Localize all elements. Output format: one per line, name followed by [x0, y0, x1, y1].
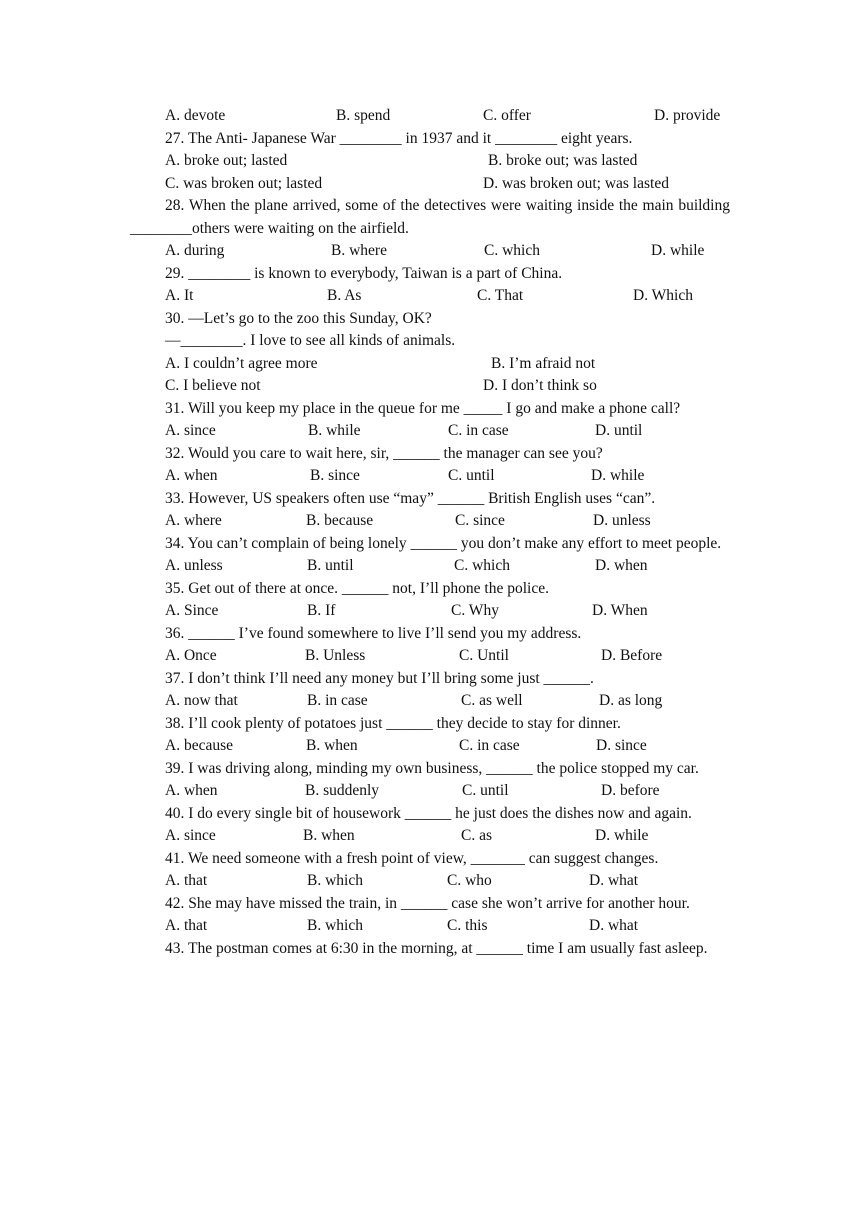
answer-option: B. spend — [336, 107, 391, 124]
answer-option: B. since — [310, 467, 360, 484]
question-text: 32. Would you care to wait here, sir, ______ the manager can see you? — [165, 444, 603, 462]
question-text: 38. I’ll cook plenty of potatoes just ______ they decide to stay for dinner. — [165, 714, 621, 732]
answer-option: B. in case — [307, 692, 368, 709]
answer-option: A. when — [165, 467, 218, 484]
answer-option: B. because — [306, 512, 374, 529]
answer-options — [130, 690, 730, 713]
answer-option: D. since — [596, 737, 647, 754]
answer-option: B. I’m afraid not — [491, 354, 596, 372]
question-text: 34. You can’t complain of being lonely ______ you don’t make any effort to meet people. — [165, 534, 722, 552]
answer-option: B. while — [308, 422, 361, 439]
answer-option: C. in case — [459, 737, 520, 754]
question-text: 29. ________ is known to everybody, Taiwan is a part of China. — [165, 264, 563, 282]
answer-option: A. because — [165, 737, 233, 754]
question-text: 33. However, US speakers often use “may” ______ British English uses “can”. — [165, 489, 656, 507]
answer-option: C. I believe not — [165, 377, 261, 394]
answer-option: C. who — [447, 872, 492, 889]
answer-option: A. since — [165, 827, 216, 844]
answer-option: A. now that — [165, 692, 238, 709]
answer-option: D. while — [595, 827, 649, 844]
answer-options — [130, 353, 730, 376]
question-text: 28. When the plane arrived, some of the detectives were waiting inside the main building ________others were waiting on the airfield. — [130, 197, 730, 237]
answer-option: B. Unless — [305, 647, 366, 664]
answer-option: D. When — [592, 602, 648, 619]
answer-option: B. broke out; was lasted — [488, 152, 638, 169]
answer-option: D. I don’t think so — [483, 377, 597, 394]
answer-option: D. when — [595, 557, 648, 574]
answer-option: D. as long — [599, 692, 663, 709]
exam-page — [0, 105, 860, 960]
answer-option: C. until — [448, 467, 495, 484]
question-text: 30. —Let’s go to the zoo this Sunday, OK? — [165, 309, 432, 327]
question-text: 40. I do every single bit of housework ______ he just does the dishes now and again. — [165, 804, 692, 822]
answer-option: A. broke out; lasted — [165, 152, 288, 169]
answer-options — [130, 645, 730, 668]
question-text: 41. We need someone with a fresh point of view, _______ can suggest changes. — [165, 849, 659, 867]
answer-option: B. suddenly — [305, 782, 380, 799]
answer-option: D. unless — [593, 512, 651, 529]
answer-options — [130, 240, 730, 263]
answer-options — [130, 555, 730, 578]
answer-option: C. which — [454, 557, 510, 574]
answer-options — [130, 173, 730, 196]
answer-option: C. as — [461, 827, 492, 844]
answer-option: A. where — [165, 512, 222, 529]
answer-options — [130, 825, 730, 848]
answer-option: D. what — [589, 872, 639, 889]
answer-options — [130, 735, 730, 758]
answer-option: B. when — [306, 737, 358, 754]
answer-option: A. I couldn’t agree more — [165, 354, 318, 372]
answer-option: B. As — [327, 287, 362, 304]
answer-option: D. until — [595, 422, 643, 439]
answer-option: B. where — [331, 242, 387, 259]
answer-option: B. which — [307, 872, 363, 889]
answer-option: D. before — [601, 782, 660, 799]
question-text: 31. Will you keep my place in the queue for me _____ I go and make a phone call? — [165, 399, 681, 417]
answer-option: A. unless — [165, 557, 223, 574]
answer-option: A. that — [165, 872, 208, 889]
answer-option: A. It — [165, 287, 194, 304]
answer-option: A. during — [165, 242, 225, 259]
question-text: 39. I was driving along, minding my own business, ______ the police stopped my car. — [165, 759, 699, 777]
question-text: 43. The postman comes at 6:30 in the morning, at ______ time I am usually fast asleep. — [165, 939, 708, 957]
answer-option: D. was broken out; was lasted — [483, 174, 669, 192]
answer-options — [130, 420, 730, 443]
answer-options — [130, 105, 730, 128]
answer-option: D. what — [589, 917, 639, 934]
answer-option: C. in case — [448, 422, 509, 439]
question-text: 36. ______ I’ve found somewhere to live I’ll send you my address. — [165, 624, 582, 642]
answer-option: C. Until — [459, 647, 509, 664]
answer-option: B. when — [303, 827, 355, 844]
answer-option: A. that — [165, 917, 208, 934]
answer-options — [130, 285, 730, 308]
answer-option: B. which — [307, 917, 363, 934]
answer-option: C. which — [484, 242, 540, 259]
answer-option: D. Which — [633, 287, 693, 304]
answer-options — [130, 600, 730, 623]
answer-option: A. when — [165, 782, 218, 799]
answer-option: B. until — [307, 557, 354, 574]
question-text: —________. I love to see all kinds of animals. — [165, 332, 456, 349]
answer-option: C. this — [447, 917, 488, 934]
answer-option: A. Since — [165, 602, 219, 619]
answer-option: A. Once — [165, 647, 217, 664]
answer-options — [130, 150, 730, 173]
answer-option: D. Before — [601, 647, 663, 664]
answer-option: B. If — [307, 602, 336, 619]
answer-option: D. while — [651, 242, 705, 259]
answer-option: D. while — [591, 467, 645, 484]
answer-option: C. Why — [451, 602, 499, 619]
answer-option: C. as well — [461, 692, 523, 709]
answer-options — [130, 915, 730, 938]
answer-option: C. offer — [483, 107, 531, 124]
question-text: 37. I don’t think I’ll need any money but I’ll bring some just ______. — [165, 669, 594, 687]
answer-option: C. was broken out; lasted — [165, 174, 323, 192]
answer-option: C. since — [455, 512, 505, 529]
answer-options — [130, 870, 730, 893]
answer-options — [130, 465, 730, 488]
answer-options — [130, 510, 730, 533]
answer-options — [130, 375, 730, 398]
answer-option: C. That — [477, 287, 524, 304]
question-text: 27. The Anti- Japanese War ________ in 1937 and it ________ eight years. — [165, 129, 633, 147]
answer-option: D. provide — [654, 107, 721, 124]
question-text: 42. She may have missed the train, in ______ case she won’t arrive for another hour. — [165, 894, 690, 912]
answer-option: C. until — [462, 782, 509, 799]
answer-options — [130, 780, 730, 803]
answer-option: A. devote — [165, 107, 226, 124]
answer-option: A. since — [165, 422, 216, 439]
question-text: 35. Get out of there at once. ______ not, I’ll phone the police. — [165, 579, 549, 597]
